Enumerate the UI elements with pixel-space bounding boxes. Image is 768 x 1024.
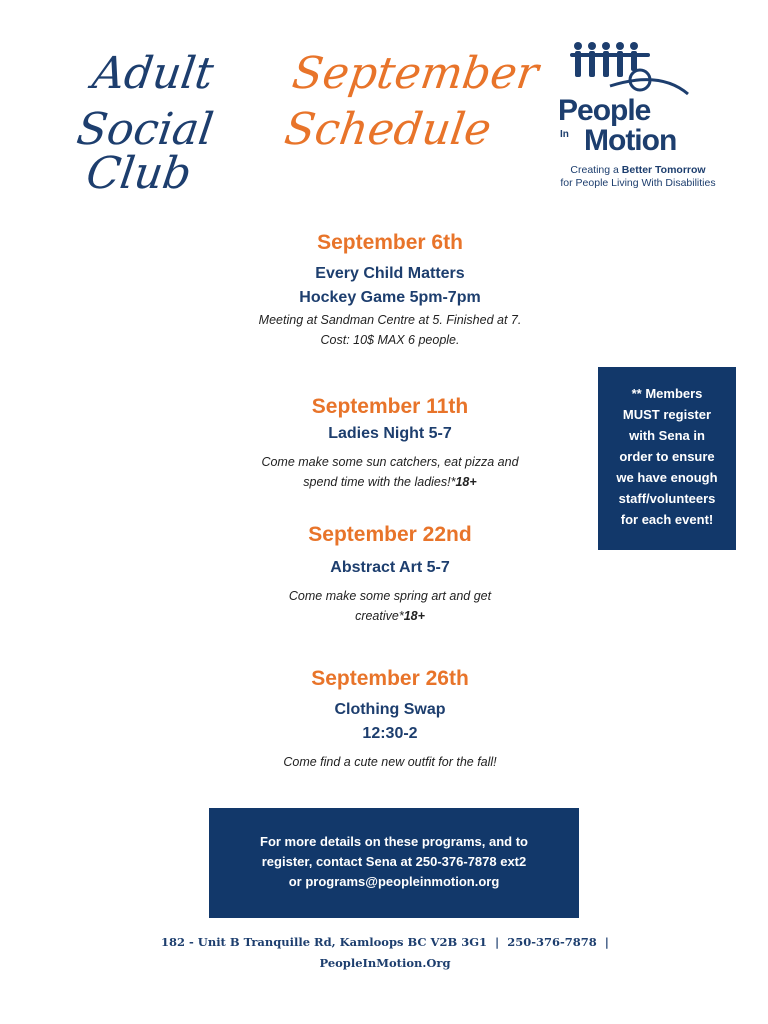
note-line: for each event! [620, 512, 714, 527]
logo-word-in: In [560, 129, 569, 140]
event-description: Cost: 10$ MAX 6 people. [320, 333, 460, 347]
note-line: staff/volunteers [618, 491, 716, 506]
logo-tagline-bold: Better Tomorrow [621, 164, 706, 176]
note-line: we have enough [616, 470, 718, 485]
event-title: Ladies Night 5-7 [328, 425, 452, 442]
club-title-line2: Social Club [73, 104, 217, 199]
schedule-title-line1: September [289, 48, 542, 99]
event-description [190, 472, 590, 492]
footer-address [150, 932, 620, 974]
age-restriction: 18+ [403, 609, 425, 623]
logo-tagline [548, 164, 728, 190]
event-description: Meeting at Sandman Centre at 5. Finished at 7. [258, 313, 522, 327]
note-line: order to ensure [619, 449, 715, 464]
details-line: register, contact Sena at 250-376-7878 ext2 [261, 854, 527, 869]
contact-details-box [209, 808, 579, 918]
event-date: September 6th [317, 231, 463, 254]
event-date: September 22nd [308, 523, 472, 546]
event-title: Hockey Game 5pm-7pm [299, 289, 481, 306]
logo-word-motion: Motion [584, 124, 677, 157]
note-line: ** Members [631, 386, 703, 401]
registration-note [598, 367, 736, 550]
event-description-text: creative* [355, 609, 404, 623]
club-title [19, 48, 271, 208]
note-line: with Sena in [629, 428, 705, 443]
event-description: Come make some spring art and get [288, 589, 492, 603]
event-description: Come make some sun catchers, eat pizza and [261, 455, 519, 469]
event-description [190, 606, 590, 626]
event-title: Every Child Matters [315, 265, 465, 282]
event-sep-11 [190, 394, 590, 492]
people-in-motion-logo [548, 40, 728, 190]
logo-word-people: People [558, 94, 651, 127]
club-title-line1: Adult [89, 48, 217, 99]
event-date: September 26th [311, 667, 469, 690]
event-sep-6 [190, 230, 590, 350]
details-line: For more details on these programs, and to [260, 834, 528, 849]
details-line-email: or programs@peopleinmotion.org [288, 874, 500, 889]
logo-tagline-pre: Creating a [570, 164, 622, 176]
event-date: September 11th [311, 395, 469, 418]
logo-tagline-line2: for People Living With Disabilities [560, 177, 716, 189]
event-description: Come find a cute new outfit for the fall! [283, 755, 497, 769]
event-sep-22 [190, 522, 590, 626]
event-description-text: spend time with the ladies!* [303, 475, 456, 489]
footer-address-line: 182 - Unit B Tranquille Rd, Kamloops BC V2B 3G1 | 250-376-7878 | [161, 935, 609, 949]
schedule-title [280, 48, 542, 164]
event-title: Clothing Swap [334, 701, 446, 718]
event-sep-26 [190, 666, 590, 772]
event-title: 12:30-2 [362, 725, 418, 742]
people-figures-icon [570, 40, 690, 96]
event-title: Abstract Art 5-7 [330, 559, 450, 576]
footer-website: PeopleInMotion.Org [319, 956, 451, 970]
schedule-title-line2: Schedule [281, 104, 495, 155]
note-line: MUST register [622, 407, 712, 422]
age-restriction: 18+ [455, 475, 477, 489]
